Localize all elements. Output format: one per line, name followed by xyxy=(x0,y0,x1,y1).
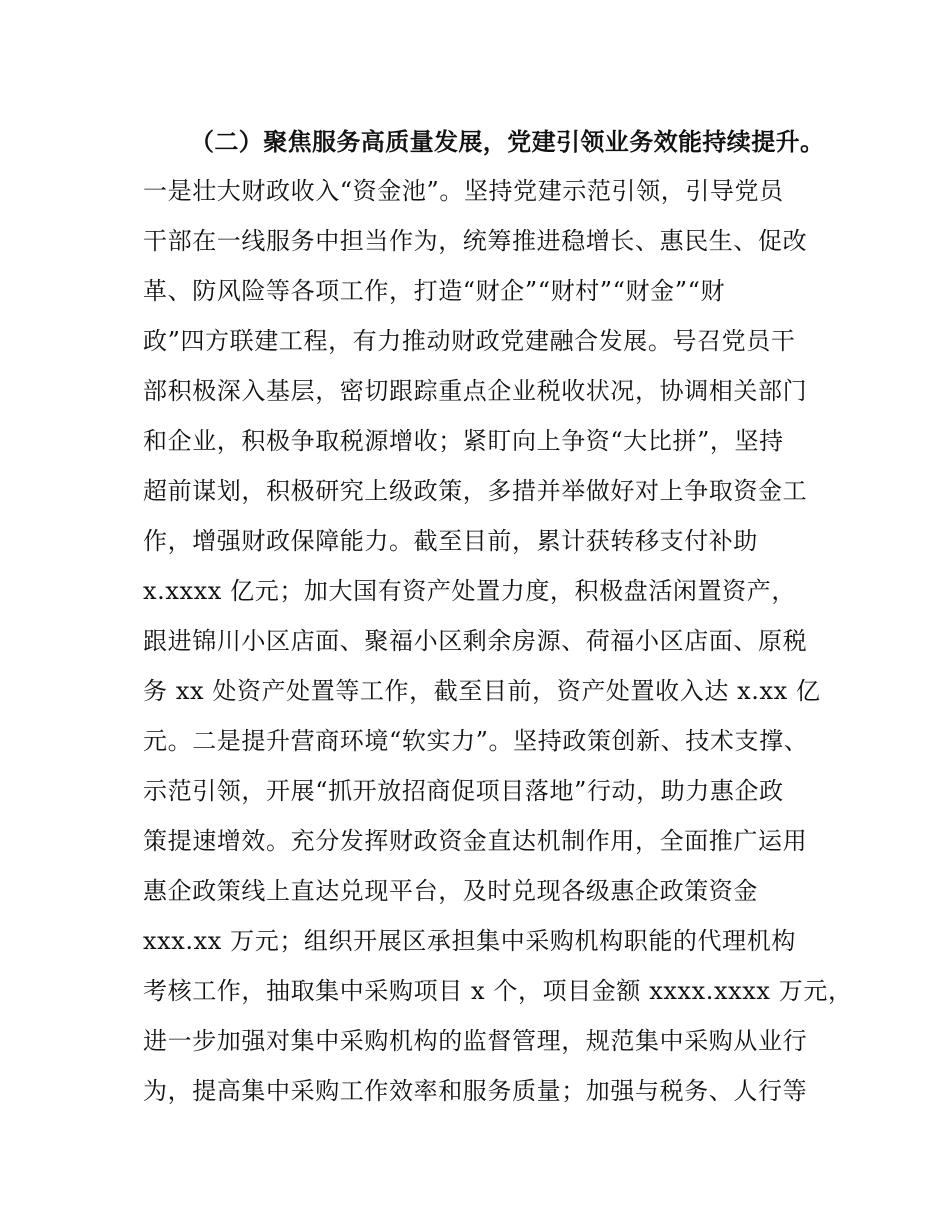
paragraph-line: 考核工作，抽取集中采购项目 x 个，项目金额 xxxx.xxxx 万元， xyxy=(143,977,853,1005)
paragraph-line: 进一步加强对集中采购机构的监督管理，规范集中采购从业行 xyxy=(143,1027,808,1055)
paragraph-line: 务 xx 处资产处置等工作，截至目前，资产处置收入达 x.xx 亿 xyxy=(143,677,821,705)
paragraph-line: 作，增强财政保障能力。截至目前，累计获转移支付补助 xyxy=(143,527,758,555)
paragraph-line: 元。二是提升营商环境“软实力”。坚持政策创新、技术支撑、 xyxy=(143,727,809,755)
paragraph-line: 政”四方联建工程，有力推动财政党建融合发展。号召党员干 xyxy=(143,327,796,355)
paragraph-line: 革、防风险等各项工作，打造“财企”“财村”“财金”“财 xyxy=(143,277,726,305)
paragraph-line: 跟进锦川小区店面、聚福小区剩余房源、荷福小区店面、原税 xyxy=(143,627,808,655)
paragraph-line: 部积极深入基层，密切跟踪重点企业税收状况，协调相关部门 xyxy=(143,377,808,405)
paragraph-line: 策提速增效。充分发挥财政资金直达机制作用，全面推广运用 xyxy=(143,827,808,855)
paragraph-line: 为，提高集中采购工作效率和服务质量；加强与税务、人行等 xyxy=(143,1077,808,1105)
paragraph-line: 超前谋划，积极研究上级政策，多措并举做好对上争取资金工 xyxy=(143,477,808,505)
paragraph-line: x.xxxx 亿元；加大国有资产处置力度，积极盘活闲置资产， xyxy=(143,577,796,605)
section-heading: （二）聚焦服务高质量发展，党建引领业务效能持续提升。 xyxy=(190,128,825,156)
paragraph-line: 惠企政策线上直达兑现平台，及时兑现各级惠企政策资金 xyxy=(143,877,758,905)
paragraph-line: xxx.xx 万元；组织开展区承担集中采购机构职能的代理机构 xyxy=(143,927,796,955)
paragraph-line: 一是壮大财政收入“资金池”。坚持党建示范引领，引导党员 xyxy=(143,177,784,205)
paragraph-line: 示范引领，开展“抓开放招商促项目落地”行动，助力惠企政 xyxy=(143,777,784,805)
paragraph-line: 干部在一线服务中担当作为，统筹推进稳增长、惠民生、促改 xyxy=(143,227,808,255)
paragraph-line: 和企业，积极争取税源增收；紧盯向上争资“大比拼”，坚持 xyxy=(143,427,784,455)
